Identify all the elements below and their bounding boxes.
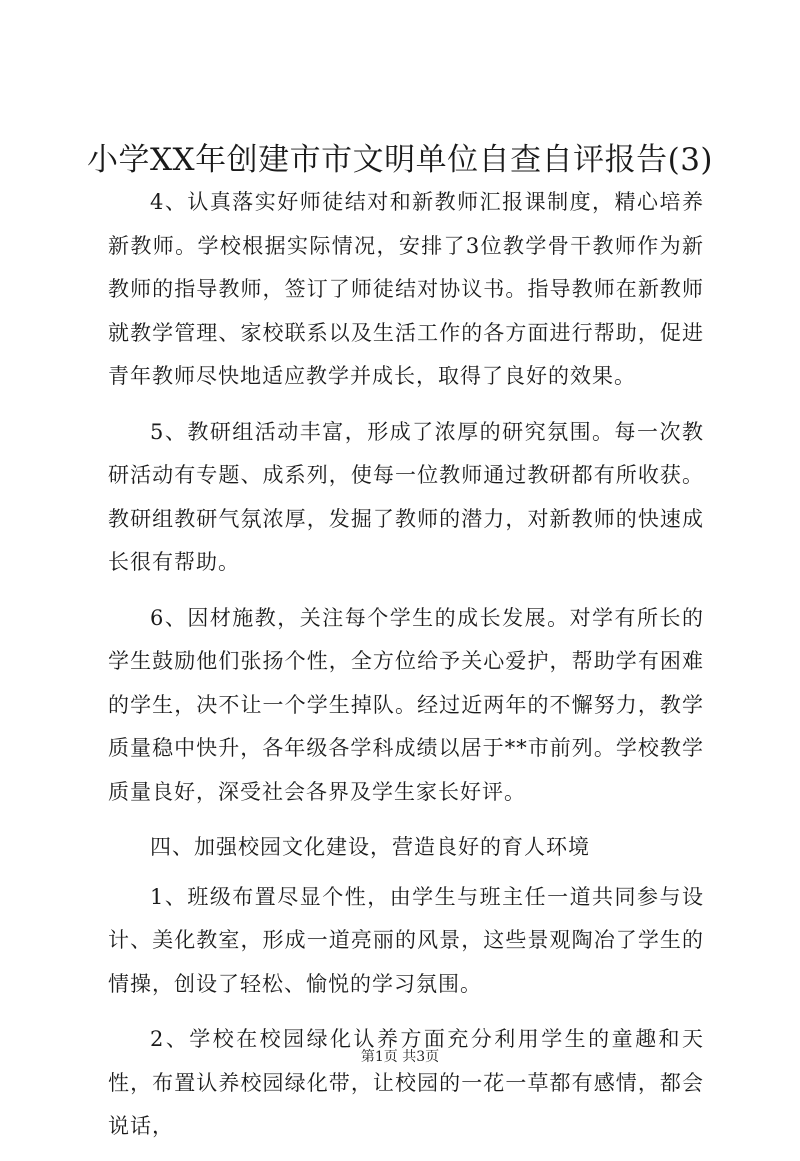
section-heading-campus-culture: 四、加强校园文化建设，营造良好的育人环境: [150, 835, 590, 859]
page-footer: 第1页 共3页: [360, 1049, 440, 1065]
paragraph-campus-greening: 2、学校在校园绿化认养方面充分利用学生的童趣和天性，布置认养校园绿化带，让校园的一花一草都有感情，都会说话，: [108, 1027, 704, 1138]
paragraph-class-decoration: 1、班级布置尽显个性，由学生与班主任一道共同参与设计、美化教室，形成一道亮丽的风景，这些景观陶冶了学生的情操，创设了轻松、愉悦的学习氛围。: [108, 884, 704, 996]
document-title: 小学XX年创建市市文明单位自查自评报告(3): [86, 142, 714, 178]
paragraph-teaching-research: 5、教研组活动丰富，形成了浓厚的研究氛围。每一次教研活动有专题、成系列，使每一位教师通过教研都有所收获。教研组教研气氛浓厚，发掘了教师的潜力，对新教师的快速成长很有帮助。: [108, 419, 704, 574]
document-body: [108, 181, 704, 1161]
paragraph-individualized-teaching: 6、因材施教，关注每个学生的成长发展。对学有所长的学生鼓励他们张扬个性，全方位给予关心爱护，帮助学有困难的学生，决不让一个学生掉队。经过近两年的不懈努力，教学质量稳中快升，各年级各学科成绩以居于**市前列。学校教学质量良好，深受社会各界及学生家长好评。: [108, 605, 704, 804]
paragraph-mentoring: 4、认真落实好师徒结对和新教师汇报课制度，精心培养新教师。学校根据实际情况，安排了3位教学骨干教师作为新教师的指导教师，签订了师徒结对协议书。指导教师在新教师就教学管理、家校联系以及生活工作的各方面进行帮助，促进青年教师尽快地适应教学并成长，取得了良好的效果。: [108, 190, 704, 388]
